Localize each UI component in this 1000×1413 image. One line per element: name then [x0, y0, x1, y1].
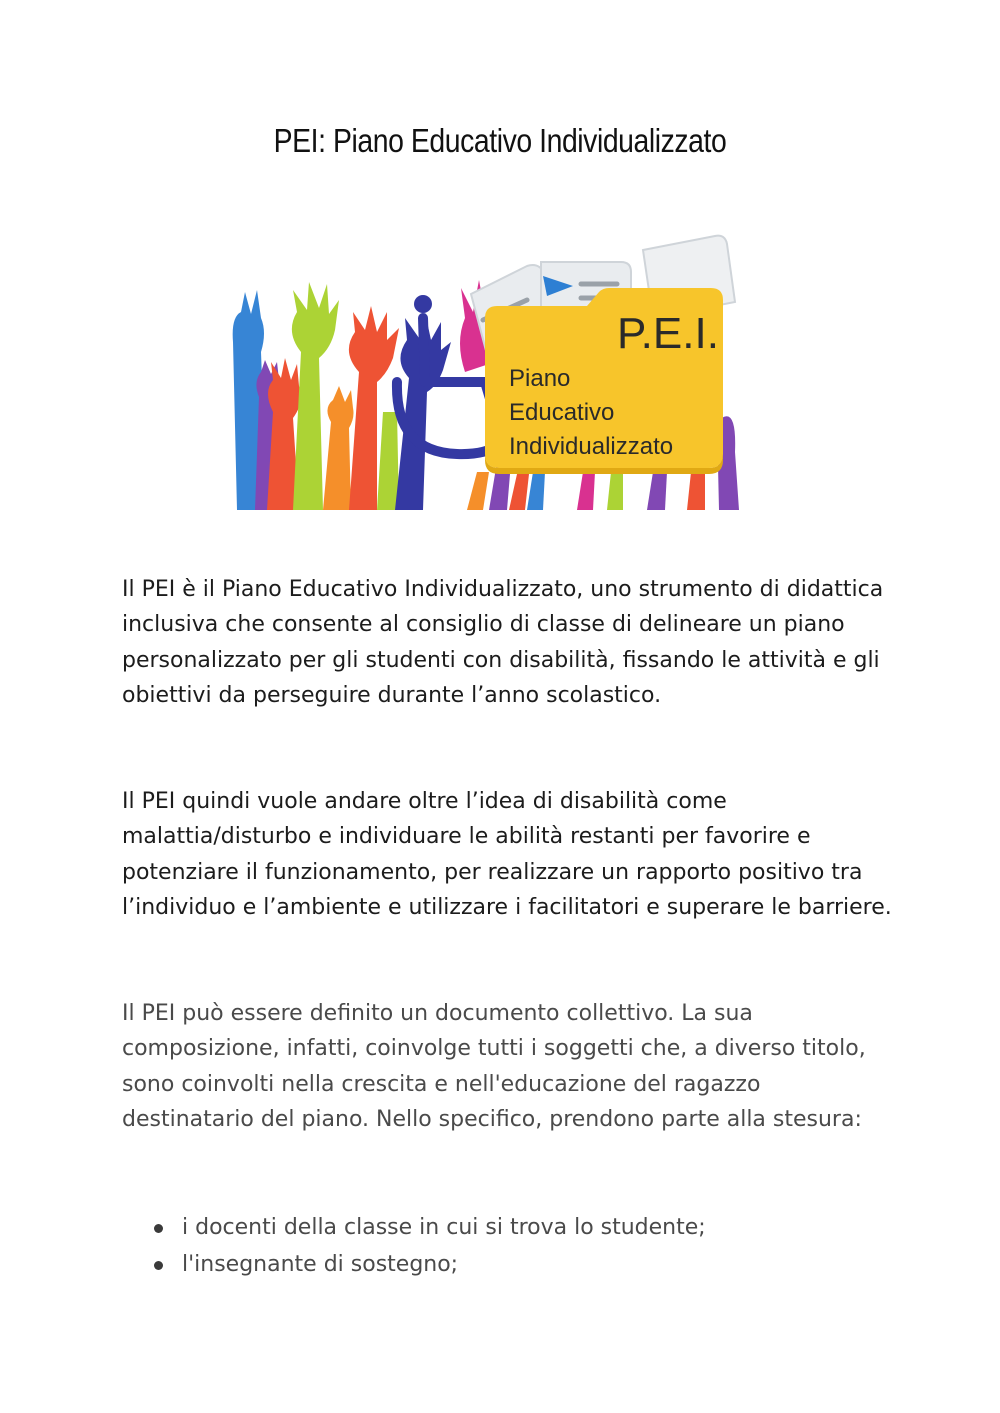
- pei-folder-hands-illustration: [227, 222, 739, 510]
- folder-line-2: Educativo: [509, 399, 615, 426]
- bullet-icon: [154, 1261, 163, 1270]
- participants-list: [122, 1210, 892, 1283]
- paragraph-intro: Il PEI è il Piano Educativo Individualizzato, uno strumento di didattica inclusiva che consente al consiglio di classe di delineare un piano personalizzato per gli studenti con disabilità, fissando le attività e gli obiettivi da perseguire durante l’anno scolastico.: [122, 577, 884, 708]
- folder-line-3: Individualizzato: [509, 433, 674, 460]
- list-item-text: i docenti della classe in cui si trova lo studente;: [182, 1215, 706, 1240]
- list-item-text: l'insegnante di sostegno;: [182, 1251, 459, 1277]
- folder-line-1: Piano: [509, 365, 571, 392]
- bullet-icon: [154, 1224, 163, 1233]
- list-item: [122, 1247, 892, 1284]
- list-item: [122, 1210, 892, 1247]
- paragraph-purpose: Il PEI quindi vuole andare oltre l’idea di disabilità come malattia/disturbo e individuare le abilità restanti per favorire e potenziare il funzionamento, per realizzare un rapporto positivo tra l’individuo e l’ambiente e utilizzare i facilitatori e superare le barriere.: [122, 789, 892, 920]
- paragraph-collective: Il PEI può essere definito un documento collettivo. La sua composizione, infatti, coinvolge tutti i soggetti che, a diverso titolo, sono coinvolti nella crescita e nell'educazione del ragazzo destinatario del piano. Nello specifico, prendono parte alla stesura:: [122, 1001, 866, 1132]
- folder-icon: [485, 288, 723, 474]
- folder-heading: P.E.I.: [617, 309, 719, 358]
- page-title: PEI: Piano Educativo Individualizzato: [273, 122, 727, 159]
- pei-illustration: [227, 222, 739, 510]
